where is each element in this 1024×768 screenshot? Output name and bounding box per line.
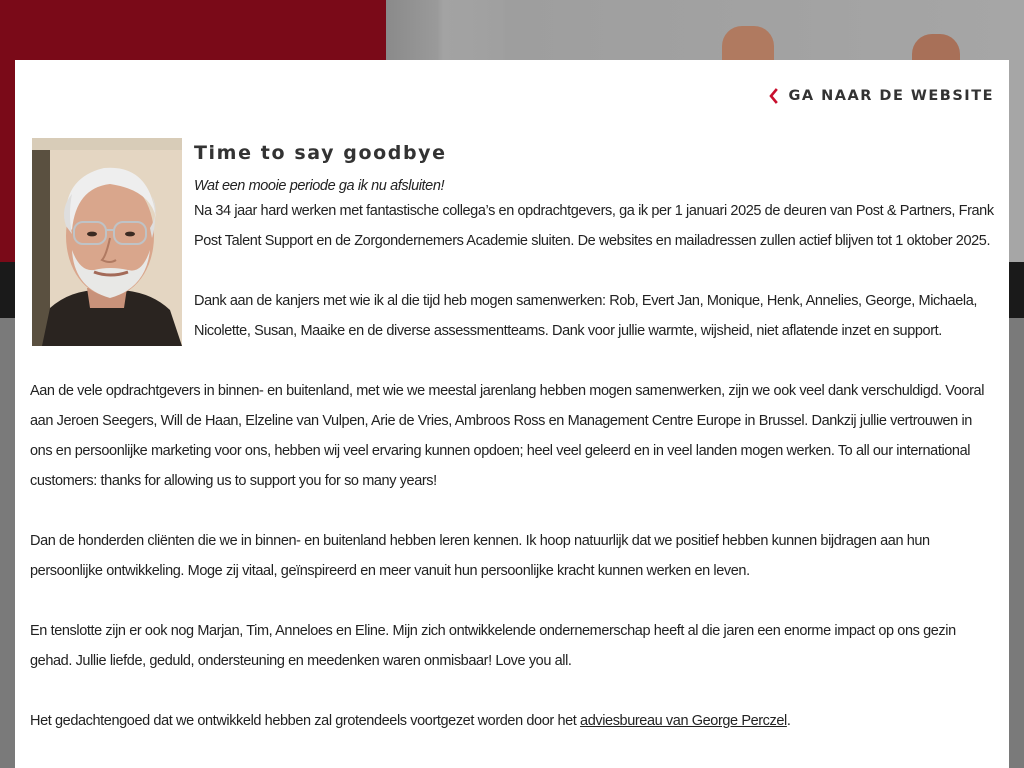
paragraph-2: Dank aan de kanjers met wie ik al die tijd heb mogen samenwerken: Rob, Evert Jan, Monique, Henk, Annelies, George, Michaela, Nicolette, Susan, Maaike en de diverse assessmentteams. Dank voor jullie warmte, wijsheid, niet aflatende inzet en support.	[194, 293, 977, 339]
george-perczel-link[interactable]: adviesbureau van George Perczel	[580, 713, 787, 729]
paragraph-4: Dan de honderden cliënten die we in binnen- en buitenland hebben leren kennen. Ik hoop natuurlijk dat we positief hebben kunnen bijdragen aan hun persoonlijke ontwikkeling. Moge zij vitaal, geïnspireerd en meer vanuit hun persoonlijke kracht kunnen werken en leven.	[30, 533, 930, 579]
paragraph-5: En tenslotte zijn er ook nog Marjan, Tim, Anneloes en Eline. Mijn zich ontwikkelende ondernemerschap heeft al die jaren een enorme impact op ons gezin gehad. Jullie liefde, geduld, ondersteuning en meedenken waren onmisbaar! Love you all.	[30, 623, 956, 669]
modal-title: Time to say goodbye	[194, 142, 447, 164]
modal-content	[30, 136, 996, 736]
goodbye-modal	[15, 60, 1009, 768]
paragraph-1: Na 34 jaar hard werken met fantastische collega’s en opdrachtgevers, ga ik per 1 januari 2025 de deuren van Post & Partners, Frank Post Talent Support en de Zorgondernemers Academie sluiten. De websites en mailadressen zullen actief blijven tot 1 oktober 2025.	[194, 203, 994, 249]
paragraph-6	[30, 706, 996, 736]
paragraph-3: Aan de vele opdrachtgevers in binnen- en buitenland, met wie we meestal jarenlang hebben mogen samenwerken, zijn we ook veel dank verschuldigd. Vooral aan Jeroen Seegers, Will de Haan, Elzeline van Vulpen, Arie de Vries, Ambroos Ross en Management Centre Europe in Brussel. Dankzij jullie vertrouwen in ons en persoonlijke marketing voor ons, hebben wij veel ervaring kunnen opdoen; heel veel geleerd en in veel landen mogen werken. To all our international customers: thanks for allowing us to support you for so many years!	[30, 383, 985, 489]
paragraph-6-text: Het gedachtengoed dat we ontwikkeld hebben zal grotendeels voortgezet worden door het	[30, 713, 581, 729]
photo-spacer	[30, 136, 194, 352]
go-to-website-label: GA NAAR DE WEBSITE	[788, 88, 994, 104]
paragraph-6-end: .	[786, 713, 791, 729]
go-to-website-link[interactable]	[768, 88, 994, 104]
intro-text: Wat een mooie periode ga ik nu afsluiten!	[194, 178, 445, 194]
chevron-left-icon	[768, 88, 778, 104]
